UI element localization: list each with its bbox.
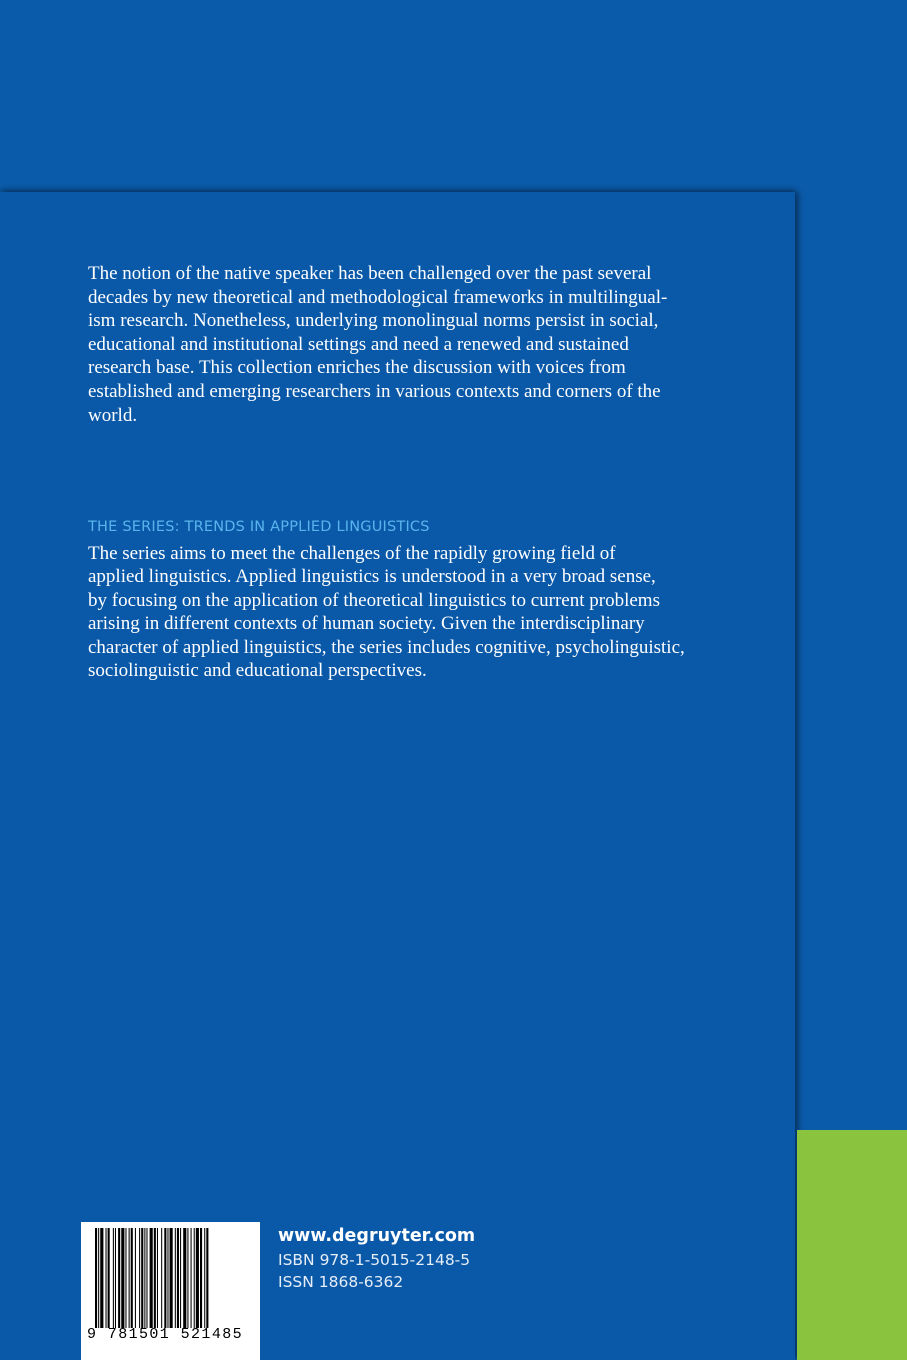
series-description: [88, 542, 738, 682]
barcode-bar: [161, 1228, 162, 1328]
series-line: The series aims to meet the challenges of the rapidly growing field of: [88, 543, 616, 564]
barcode-bar: [146, 1228, 147, 1328]
barcode-bar: [106, 1228, 107, 1328]
blurb-line: The notion of the native speaker has been challenged over the past several: [88, 263, 652, 284]
barcode-bar: [170, 1228, 173, 1328]
barcode-bar: [121, 1228, 124, 1328]
series-line: sociolinguistic and educational perspectives.: [88, 660, 427, 682]
barcode-bar: [150, 1228, 153, 1328]
series-line: by focusing on the application of theoretical linguistics to current problems: [88, 589, 660, 611]
barcode-bar: [131, 1228, 133, 1328]
publisher-url: www.degruyter.com: [278, 1226, 476, 1246]
barcode-bar: [180, 1228, 181, 1328]
barcode-bar: [164, 1228, 166, 1328]
barcode-digits: 9 781501 521485: [87, 1326, 244, 1343]
barcode-bar: [157, 1228, 158, 1328]
barcode-bar: [115, 1228, 116, 1328]
barcode-bar: [187, 1228, 188, 1328]
barcode-bar: [183, 1228, 186, 1328]
blurb-line: established and emerging researchers in various contexts and corners of the: [88, 380, 661, 402]
barcode-bar: [206, 1228, 208, 1328]
blurb-line: world.: [88, 404, 138, 426]
barcode-bar: [191, 1228, 192, 1328]
issn-number: ISSN 1868-6362: [278, 1273, 404, 1291]
barcode-bar: [141, 1228, 143, 1328]
barcode-bar: [194, 1228, 195, 1328]
barcode-bar: [167, 1228, 168, 1328]
barcode-bar: [108, 1228, 110, 1328]
barcode-bar: [144, 1228, 145, 1328]
barcode-bar: [175, 1228, 176, 1328]
blurb-line: decades by new theoretical and methodological frameworks in multilingual-: [88, 286, 668, 308]
barcode-bar: [200, 1228, 202, 1328]
blurb-line: research base. This collection enriches the discussion with voices from: [88, 357, 626, 379]
series-line: character of applied linguistics, the series includes cognitive, psycholinguistic,: [88, 636, 685, 658]
green-accent-block: [797, 1130, 907, 1360]
barcode-bar: [154, 1228, 156, 1328]
barcode-bar: [100, 1228, 103, 1328]
blurb-text: [88, 262, 728, 427]
barcode-bar: [129, 1228, 130, 1328]
blurb-line: ism research. Nonetheless, underlying monolingual norms persist in social,: [88, 310, 659, 332]
barcode-bar: [139, 1228, 140, 1328]
series-line: arising in different contexts of human society. Given the interdisciplinary: [88, 613, 645, 635]
series-line: applied linguistics. Applied linguistics is understood in a very broad sense,: [88, 566, 656, 588]
barcode-bar: [125, 1228, 126, 1328]
barcode-bar: [113, 1228, 114, 1328]
publisher-info: [278, 1223, 475, 1293]
barcode-bar: [95, 1228, 97, 1328]
barcode-bar: [135, 1228, 136, 1328]
barcode-bar: [118, 1228, 120, 1328]
blurb-line: educational and institutional settings and need a renewed and sustained: [88, 333, 629, 355]
barcode-bar: [177, 1228, 179, 1328]
barcode-bar: [196, 1228, 199, 1328]
isbn-number: ISBN 978-1-5015-2148-5: [278, 1251, 471, 1269]
barcode-bar: [98, 1228, 99, 1328]
series-heading: THE SERIES: TRENDS IN APPLIED LINGUISTICS: [88, 519, 430, 535]
barcode-bars: [95, 1228, 253, 1328]
isbn-barcode: [81, 1222, 260, 1360]
barcode-bar: [204, 1228, 205, 1328]
